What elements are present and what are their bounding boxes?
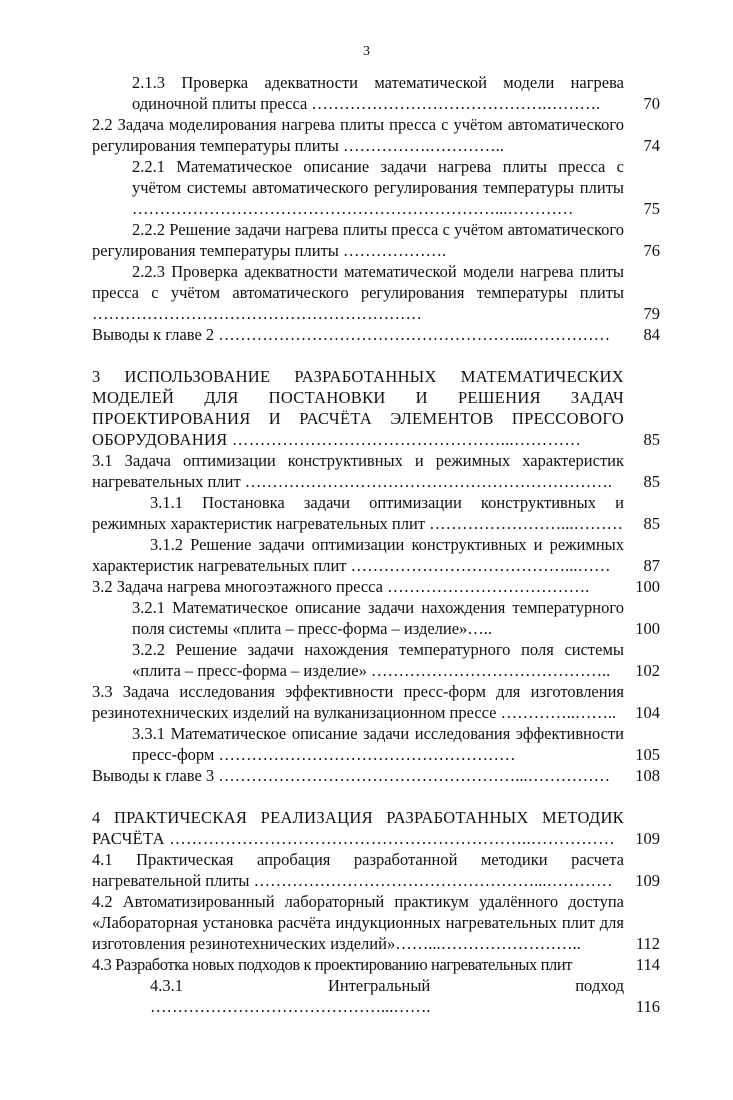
toc-entry-conclusions-ch3[interactable]: [92, 765, 660, 786]
toc-entry-3-1-1[interactable]: [92, 492, 660, 534]
toc-entry-text: 3.2 Задача нагрева многоэтажного пресса ……………………………….: [92, 577, 590, 596]
toc-entry-text: 4.3.1 Интегральный подход ……………………………………...…….: [150, 976, 624, 1016]
table-of-contents: [92, 72, 660, 1017]
toc-entry-text: 3.1.1 Постановка задачи оптимизации конструктивных и режимных характеристик нагревательных плит ……………………...………: [92, 493, 624, 533]
toc-entry-3-3[interactable]: [92, 681, 660, 723]
toc-entry-text: 4.3 Разработка новых подходов к проектированию нагревательных плит: [92, 955, 573, 974]
toc-entry-page: 76: [643, 241, 660, 260]
toc-entry-4-2[interactable]: [92, 891, 660, 954]
toc-entry-text: 3.1 Задача оптимизации конструктивных и режимных характеристик нагревательных плит ………………………………………………………….: [92, 451, 624, 491]
toc-entry-text: Выводы к главе 2 ………………………………………………...……………: [92, 325, 611, 344]
toc-entry-conclusions-ch2[interactable]: [92, 324, 660, 345]
toc-entry-text: 3.2.1 Математическое описание задачи нахождения температурного поля системы «плита – пресс-форма – изделие»…..: [132, 598, 624, 638]
toc-entry-page: 84: [643, 325, 660, 344]
toc-entry-3-3-1[interactable]: [92, 723, 660, 765]
toc-entry-page: 102: [635, 661, 660, 680]
toc-entry-page: 87: [643, 556, 660, 575]
toc-entry-page: 109: [635, 871, 660, 890]
toc-entry-page: 100: [635, 619, 660, 638]
toc-entry-2-2-2[interactable]: [92, 219, 660, 261]
toc-entry-page: 85: [643, 430, 660, 449]
page-number: 3: [363, 44, 370, 59]
toc-entry-text: 3.2.2 Решение задачи нахождения температурного поля системы «плита – пресс-форма – изделие» ……………………………………..: [132, 640, 624, 680]
toc-entry-page: 79: [643, 304, 660, 323]
toc-entry-2-2-3[interactable]: [92, 261, 660, 324]
toc-entry-3-2-2[interactable]: [92, 639, 660, 681]
toc-entry-text: 2.2.2 Решение задачи нагрева плиты пресса с учётом автоматического регулирования температуры плиты ……………….: [92, 220, 624, 260]
toc-entry-text: 2.2 Задача моделирования нагрева плиты пресса с учётом автоматического регулирования температуры плиты …………….…………..: [92, 115, 624, 155]
toc-entry-page: 109: [635, 829, 660, 848]
toc-entry-text: 2.2.1 Математическое описание задачи нагрева плиты пресса с учётом системы автоматического регулирования температуры плиты …………………………………………………………...…………: [132, 157, 624, 218]
toc-entry-text: 3.3 Задача исследования эффективности пресс-форм для изготовления резинотехнических изделий на вулканизационном прессе …………..……..: [92, 682, 624, 722]
toc-entry-page: 114: [635, 955, 660, 974]
toc-entry-page: 105: [635, 745, 660, 764]
toc-entry-2-2-1[interactable]: [92, 156, 660, 219]
toc-entry-text: 4.2 Автоматизированный лабораторный практикум удалённого доступа «Лабораторная установка расчёта индукционных нагревательных плит для изготовления резинотехнических изделий»……...……………………..: [92, 892, 624, 953]
toc-entry-page: 100: [635, 577, 660, 596]
toc-entry-text: 3.1.2 Решение задачи оптимизации конструктивных и режимных характеристик нагревательных плит …………………………………...……: [92, 535, 624, 575]
toc-entry-page: 74: [643, 136, 660, 155]
toc-entry-text: 3 ИСПОЛЬЗОВАНИЕ РАЗРАБОТАННЫХ МАТЕМАТИЧЕСКИХ МОДЕЛЕЙ ДЛЯ ПОСТАНОВКИ И РЕШЕНИЯ ЗАДАЧ ПРОЕКТИРОВАНИЯ И РАСЧЁТА ЭЛЕМЕНТОВ ПРЕССОВОГО ОБОРУДОВАНИЯ …………………………………………...…………: [92, 367, 624, 449]
toc-entry-page: 85: [643, 514, 660, 533]
toc-entry-text: 4 ПРАКТИЧЕСКАЯ РЕАЛИЗАЦИЯ РАЗРАБОТАННЫХ МЕТОДИК РАСЧЁТА ………………………………………………………..……………: [92, 808, 624, 848]
toc-entry-2-2[interactable]: [92, 114, 660, 156]
toc-entry-3-1[interactable]: [92, 450, 660, 492]
toc-entry-text: 2.2.3 Проверка адекватности математической модели нагрева плиты пресса с учётом автоматического регулирования температуры плиты ……………………………………………………: [92, 262, 624, 323]
toc-entry-chapter-4[interactable]: [92, 807, 660, 849]
toc-entry-chapter-3[interactable]: [92, 366, 660, 450]
toc-entry-4-3-1[interactable]: [92, 975, 660, 1017]
toc-entry-page: 108: [635, 766, 660, 785]
toc-entry-page: 70: [643, 94, 660, 113]
toc-entry-3-1-2[interactable]: [92, 534, 660, 576]
toc-entry-3-2-1[interactable]: [92, 597, 660, 639]
toc-entry-text: Выводы к главе 3 ………………………………………………...……………: [92, 766, 611, 785]
toc-entry-text: 3.3.1 Математическое описание задачи исследования эффективности пресс-форм ………………………………………………: [132, 724, 624, 764]
toc-entry-4-3[interactable]: [92, 954, 660, 975]
toc-entry-3-2[interactable]: [92, 576, 660, 597]
toc-entry-text: 4.1 Практическая апробация разработанной методики расчета нагревательной плиты ……………………………………………...…………: [92, 850, 624, 890]
toc-entry-page: 85: [643, 472, 660, 491]
toc-entry-page: 75: [643, 199, 660, 218]
toc-entry-page: 104: [635, 703, 660, 722]
toc-entry-2-1-3[interactable]: [92, 72, 660, 114]
toc-entry-page: 112: [635, 934, 660, 953]
toc-entry-page: 116: [635, 997, 660, 1016]
toc-entry-text: 2.1.3 Проверка адекватности математической модели нагрева одиночной плиты пресса …………………………………….……….: [132, 73, 624, 113]
toc-entry-4-1[interactable]: [92, 849, 660, 891]
